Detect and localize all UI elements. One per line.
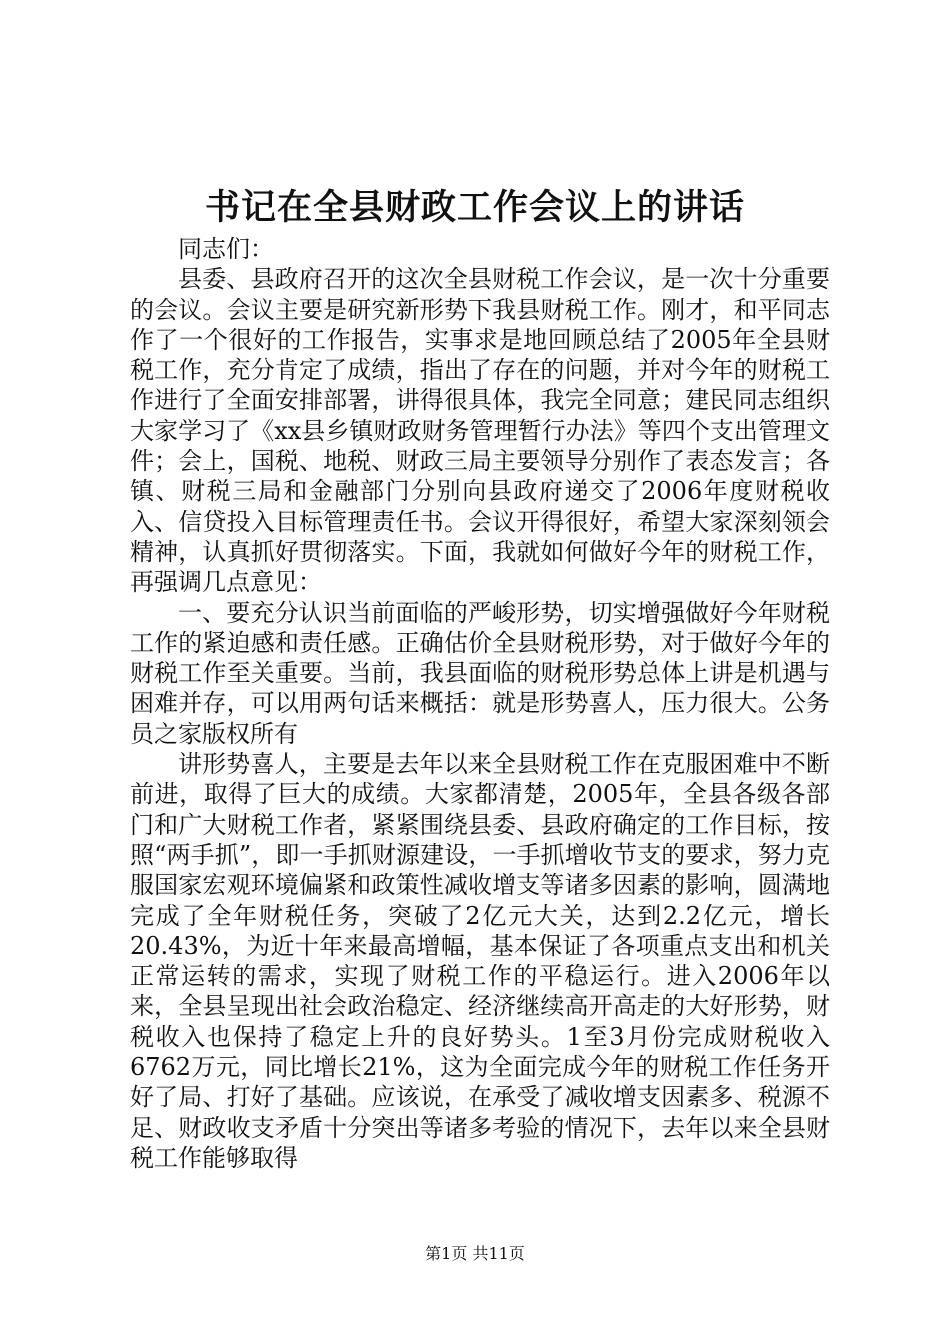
page-number-footer: 第1页 共11页 xyxy=(425,1244,525,1263)
salutation: 同志们： xyxy=(178,235,274,263)
paragraph: 县委、县政府召开的这次全县财税工作会议，是一次十分重要的会议。会议主要是研究新形势下我县财税工作。刚才，和平同志作了一个很好的工作报告，实事求是地回顾总结了2005年全县财税工作，充分肯定了成绩，指出了存在的问题，并对今年的财税工作进行了全面安排部署，讲得很具体，我完全同意；建民同志组织大家学习了《xx县乡镇财政财务管理暂行办法》等四个支出管理文件；会上，国税、地税、财政三局主要领导分别作了表态发言；各镇、财税三局和金融部门分别向县政府递交了2006年度财税收入、信贷投入目标管理责任书。会议开得很好，希望大家深刻领会精神，认真抓好贯彻落实。下面，我就如何做好今年的财税工作，再强调几点意见： xyxy=(130,265,830,597)
document-body xyxy=(130,234,830,1173)
paragraph: 一、要充分认识当前面临的严峻形势，切实增强做好今年财税工作的紧迫感和责任感。正确估价全县财税形势，对于做好今年的财税工作至关重要。当前，我县面临的财税形势总体上讲是机遇与困难并存，可以用两句话来概括：就是形势喜人，压力很大。公务员之家版权所有 xyxy=(130,598,830,748)
document-title: 书记在全县财政工作会议上的讲话 xyxy=(204,187,745,228)
paragraph: 讲形势喜人，主要是去年以来全县财税工作在克服困难中不断前进，取得了巨大的成绩。大家都清楚，2005年，全县各级各部门和广大财税工作者，紧紧围绕县委、县政府确定的工作目标，按照“两手抓”，即一手抓财源建设，一手抓增收节支的要求，努力克服国家宏观环境偏紧和政策性减收增支等诸多因素的影响，圆满地完成了全年财税任务，突破了2亿元大关，达到2.2亿元，增长20.43%，为近十年来最高增幅，基本保证了各项重点支出和机关正常运转的需求，实现了财税工作的平稳运行。进入2006年以来，全县呈现出社会政治稳定、经济继续高开高走的大好形势，财税收入也保持了稳定上升的良好势头。1至3月份完成财税收入6762万元，同比增长21%，这为全面完成今年的财税工作任务开好了局、打好了基础。应该说，在承受了减收增支因素多、税源不足、财政收支矛盾十分突出等诸多考验的情况下，去年以来全县财税工作能够取得 xyxy=(130,750,830,1172)
